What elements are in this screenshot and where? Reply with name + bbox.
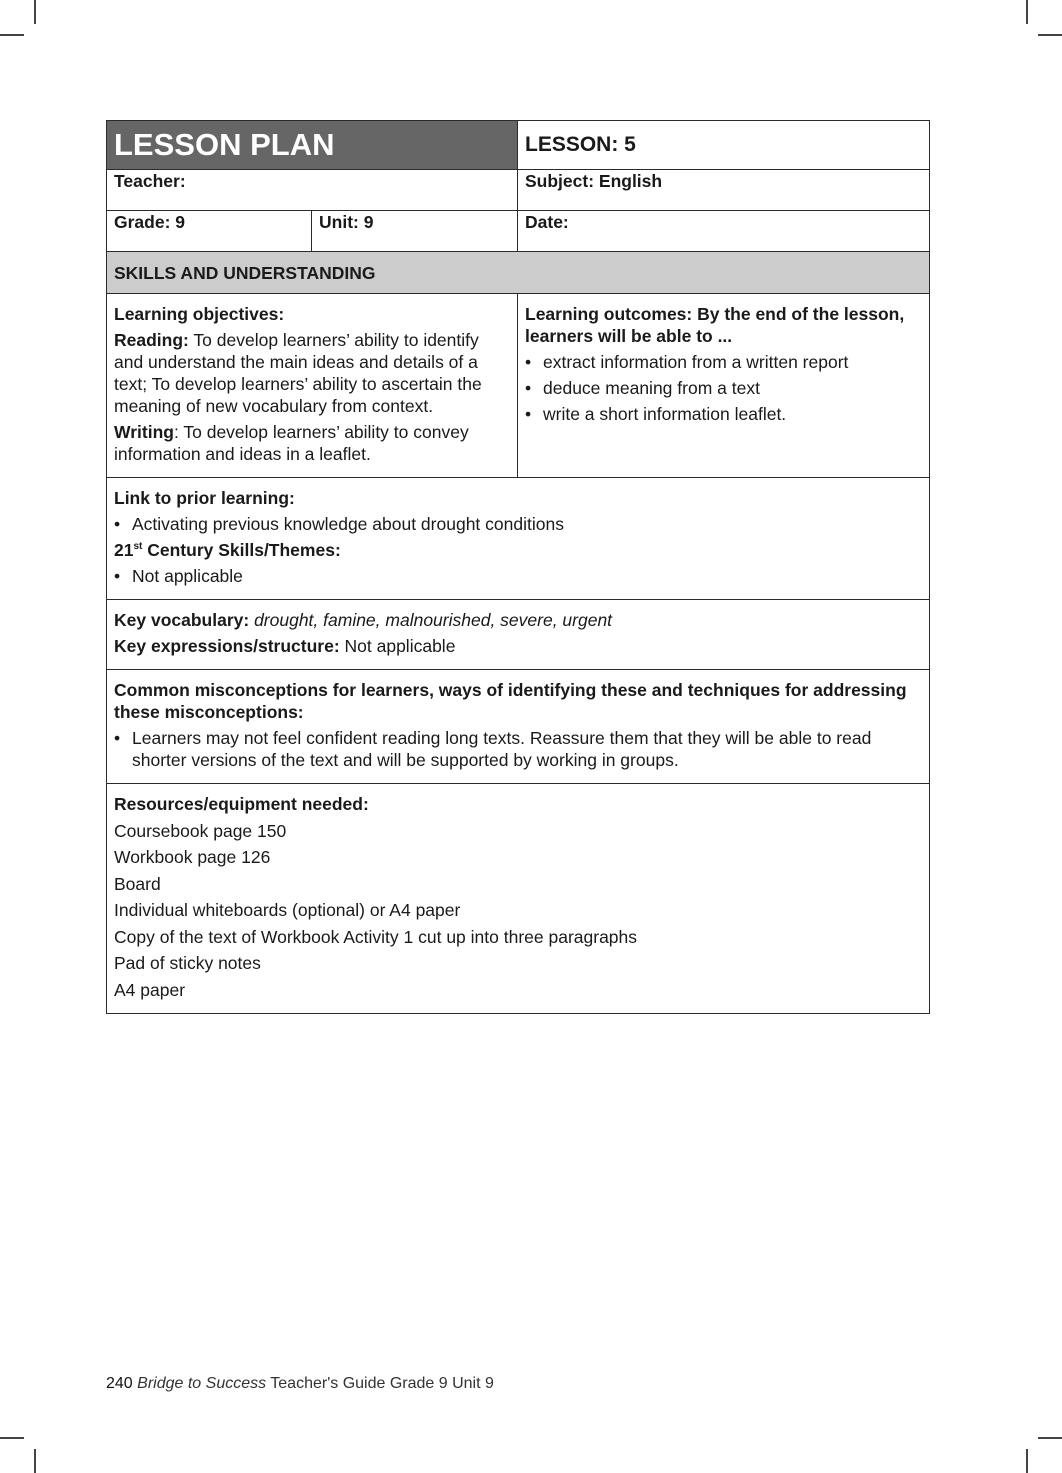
lesson-plan-title: LESSON PLAN (107, 121, 518, 170)
crop-mark (1026, 0, 1028, 24)
resource-item: Coursebook page 150 (114, 820, 287, 841)
list-item: • deduce meaning from a text (525, 377, 922, 399)
list-item: • write a short information leaflet. (525, 403, 922, 425)
prior-learning-list (114, 513, 922, 535)
resources-cell (107, 784, 930, 1014)
subject-field: Subject: English (518, 170, 930, 211)
misconceptions-cell (107, 670, 930, 784)
objectives-heading: Learning objectives: (114, 304, 285, 324)
crop-mark (1038, 34, 1062, 36)
resource-item: Individual whiteboards (optional) or A4 paper (114, 900, 461, 920)
unit-field: Unit: 9 (312, 211, 518, 252)
crop-mark (0, 34, 24, 36)
writing-text: : To develop learners’ ability to convey information and ideas in a leaflet. (114, 422, 469, 464)
prior-learning-heading: Link to prior learning: (114, 488, 295, 508)
outcomes-list (525, 351, 922, 425)
date-field: Date: (518, 211, 930, 252)
list-item: • Activating previous knowledge about drought conditions (114, 513, 922, 535)
outcomes-heading: Learning outcomes: By the end of the lesson, learners will be able to ... (525, 304, 905, 346)
grade-field: Grade: 9 (107, 211, 312, 252)
list-item: • Not applicable (114, 565, 922, 587)
resource-item: Copy of the text of Workbook Activity 1 cut up into three paragraphs (114, 926, 638, 947)
footer-text: Teacher's Guide Grade 9 Unit 9 (266, 1375, 494, 1392)
vocabulary-cell (107, 600, 930, 670)
crop-mark (34, 1449, 36, 1473)
prior-learning-cell (107, 478, 930, 600)
misconceptions-heading: Common misconceptions for learners, ways of identifying these and techniques for addressing these misconceptions: (114, 680, 907, 722)
teacher-field: Teacher: (107, 170, 518, 211)
objective-writing (114, 421, 510, 465)
reading-text: To develop learners’ ability to identify and understand the main ideas and details of a text; To develop learners’ ability to ascertain the meaning of new vocabulary from context. (114, 330, 482, 416)
page-number: 240 (106, 1375, 133, 1392)
crop-mark (1038, 1437, 1062, 1439)
resource-item: Pad of sticky notes (114, 953, 261, 973)
learning-outcomes-cell (518, 294, 930, 478)
misconceptions-list (114, 727, 922, 771)
learning-objectives-cell (107, 294, 518, 478)
century-skills-heading: 21st Century Skills/Themes: (114, 540, 341, 560)
writing-label: Writing (114, 422, 174, 442)
crop-mark (0, 1437, 24, 1439)
lesson-number: LESSON: 5 (518, 121, 930, 170)
resources-heading: Resources/equipment needed: (114, 794, 369, 814)
century-skills-list (114, 565, 922, 587)
list-item: • extract information from a written report (525, 351, 922, 373)
section-heading-skills: SKILLS AND UNDERSTANDING (107, 252, 930, 294)
list-item: • Learners may not feel confident reading long texts. Reassure them that they will be able to read shorter versions of the text and will be supported by working in groups. (114, 727, 922, 771)
crop-mark (34, 0, 36, 24)
book-title: Bridge to Success (137, 1375, 267, 1392)
key-expressions: Key expressions/structure: Not applicable (114, 636, 456, 656)
key-vocabulary: Key vocabulary: drought, famine, malnourished, severe, urgent (114, 610, 613, 630)
resource-item: Board (114, 873, 161, 894)
objective-reading (114, 329, 510, 417)
crop-mark (1026, 1449, 1028, 1473)
resource-item: Workbook page 126 (114, 847, 271, 867)
resource-item: A4 paper (114, 979, 186, 1000)
lesson-plan-table (106, 120, 930, 1014)
page-footer (106, 1375, 494, 1393)
reading-label: Reading: (114, 330, 189, 350)
